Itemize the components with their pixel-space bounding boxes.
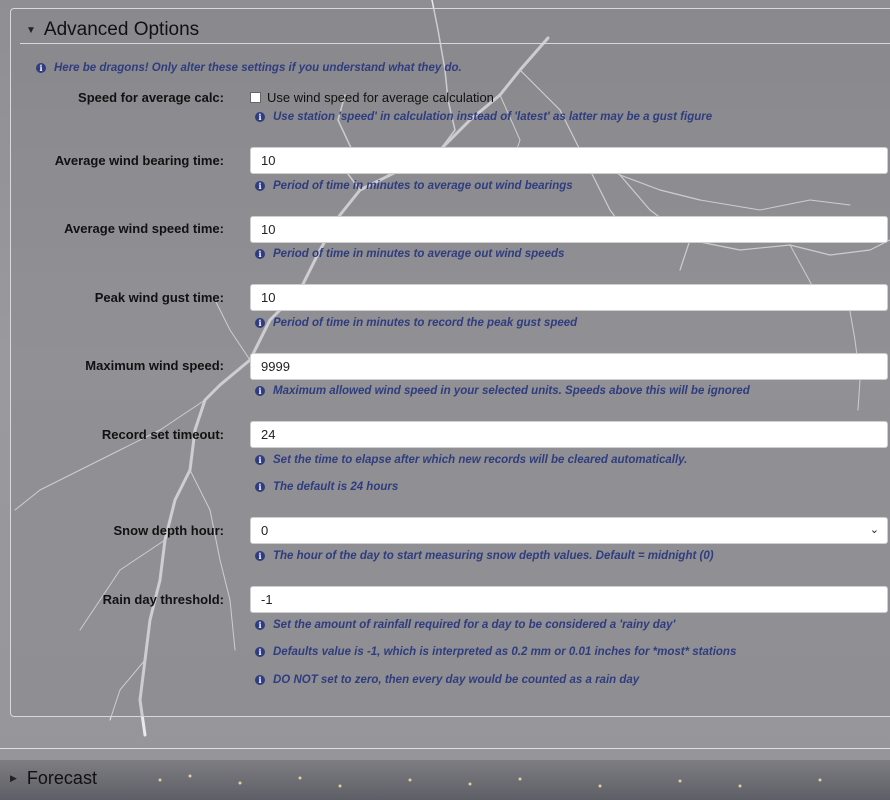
info-circle-icon: i (255, 551, 265, 561)
info-circle-icon: i (255, 318, 265, 328)
forecast-title: Forecast (26, 768, 97, 788)
info-circle-icon: i (255, 620, 265, 630)
gust-time-help: i Period of time in minutes to record the peak gust speed (255, 317, 577, 329)
intro-note: i Here be dragons! Only alter these settings if you understand what they do. (36, 62, 462, 74)
max-wind-help: i Maximum allowed wind speed in your selected units. Speeds above this will be ignored (255, 385, 750, 397)
info-circle-icon: i (255, 675, 265, 685)
info-circle-icon: i (255, 482, 265, 492)
rain-threshold-help-warning: i DO NOT set to zero, then every day would be counted as a rain day (255, 674, 639, 686)
snow-hour-value: 0 (261, 523, 269, 538)
snow-hour-label: Snow depth hour: (113, 523, 224, 538)
triangle-down-icon: ▼ (26, 24, 36, 36)
snow-hour-help: i The hour of the day to start measuring snow depth values. Default = midnight (0) (255, 550, 714, 562)
rain-threshold-help-default: i Defaults value is -1, which is interpreted as 0.2 mm or 0.01 inches for *most* stations (255, 646, 736, 658)
info-circle-icon: i (255, 112, 265, 122)
bearing-time-label: Average wind bearing time: (54, 153, 224, 168)
info-circle-icon: i (255, 249, 265, 259)
snow-hour-select[interactable] (250, 517, 888, 544)
advanced-options-header[interactable] (20, 16, 199, 44)
gust-time-label: Peak wind gust time: (94, 290, 224, 305)
info-circle-icon: i (255, 386, 265, 396)
section-separator (0, 748, 890, 749)
max-wind-input[interactable]: 9999 (250, 353, 888, 380)
header-divider (20, 43, 890, 44)
speed-time-input[interactable]: 10 (250, 216, 888, 243)
forecast-section-header[interactable] (10, 768, 97, 789)
info-circle-icon: i (36, 63, 46, 73)
info-circle-icon: i (255, 181, 265, 191)
speed-time-label: Average wind speed time: (64, 221, 224, 236)
chevron-down-icon: ⌄ (869, 524, 879, 536)
section-title: Advanced Options (43, 19, 200, 40)
record-timeout-label: Record set timeout: (101, 427, 224, 442)
triangle-right-icon: ▶ (10, 773, 17, 783)
bearing-time-help: i Period of time in minutes to average out wind bearings (255, 180, 573, 192)
info-circle-icon: i (255, 455, 265, 465)
rain-threshold-help: i Set the amount of rainfall required for a day to be considered a 'rainy day' (255, 619, 675, 631)
info-circle-icon: i (255, 647, 265, 657)
speed-avg-checkbox[interactable] (250, 92, 261, 103)
bearing-time-input[interactable]: 10 (250, 147, 888, 174)
record-timeout-help-default: i The default is 24 hours (255, 481, 398, 493)
speed-avg-checkbox-row[interactable] (250, 90, 494, 105)
speed-avg-help: i Use station 'speed' in calculation instead of 'latest' as latter may be a gust figure (255, 111, 712, 123)
rain-threshold-input[interactable]: -1 (250, 586, 888, 613)
record-timeout-input[interactable]: 24 (250, 421, 888, 448)
record-timeout-help: i Set the time to elapse after which new records will be cleared automatically. (255, 454, 687, 466)
gust-time-input[interactable]: 10 (250, 284, 888, 311)
max-wind-label: Maximum wind speed: (85, 358, 224, 373)
speed-avg-label: Speed for average calc: (78, 90, 224, 105)
speed-time-help: i Period of time in minutes to average out wind speeds (255, 248, 564, 260)
rain-threshold-label: Rain day threshold: (102, 592, 224, 607)
speed-avg-checkbox-label: Use wind speed for average calculation (267, 90, 494, 105)
